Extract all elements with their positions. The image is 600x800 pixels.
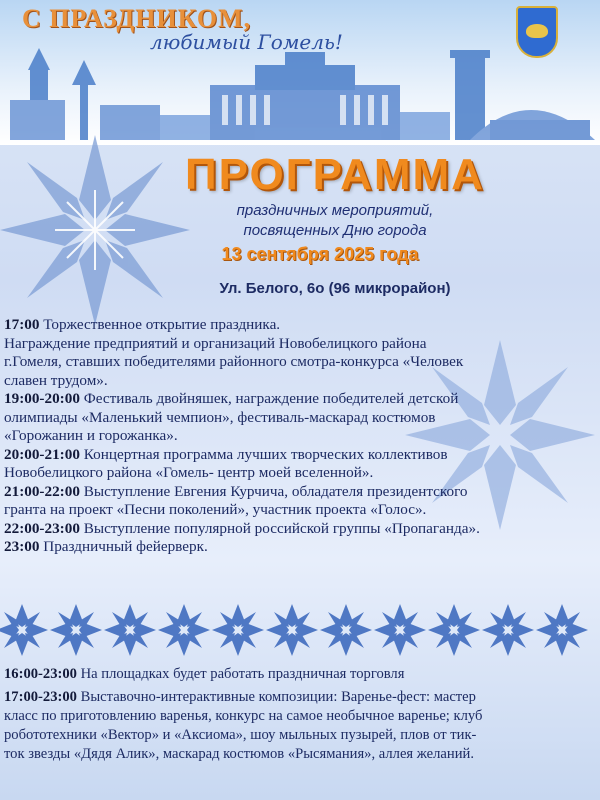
event-text: класс по приготовлению варенья, конкурс на самое необычное варенье; клуб xyxy=(4,708,483,724)
program-text: Торжественное открытие праздника. xyxy=(39,316,281,333)
program-line xyxy=(4,501,594,520)
page-title: ПРОГРАММА xyxy=(185,150,485,199)
event-text: робототехники «Вектор» и «Аксиома», шоу мыльных пузырей, плов от тик- xyxy=(4,727,477,743)
program-schedule xyxy=(4,316,594,557)
program-text: гранта на проект «Песни поколений», участник проекта «Голос». xyxy=(4,501,427,518)
event-date: 13 сентября 2025 года xyxy=(221,244,419,264)
event-time: 17:00-23:00 xyxy=(4,689,77,705)
coat-of-arms-icon xyxy=(516,6,558,58)
program-text: «Горожанин и горожанка». xyxy=(4,427,178,444)
program-line xyxy=(4,335,594,354)
program-line xyxy=(4,316,594,335)
program-text: Награждение предприятий и организаций Новобелицкого района xyxy=(4,334,427,352)
program-text: олимпиады «Маленький чемпион», фестиваль-маскарад костюмов xyxy=(4,408,436,426)
greeting-title: С ПРАЗДНИКОМ, xyxy=(22,4,252,33)
event-line xyxy=(4,665,594,684)
event-text: Выставочно-интерактивные композиции: Варенье-фест: мастер xyxy=(76,689,476,705)
ornament-star-icon xyxy=(0,604,588,656)
program-time: 23:00 xyxy=(4,538,40,555)
subtitle-line-1: праздничных мероприятий, xyxy=(236,202,434,219)
additional-events xyxy=(4,665,594,764)
program-text: Новобелицкого района «Гомель- центр моей вселенной». xyxy=(4,464,374,481)
program-time: 22:00-23:00 xyxy=(4,519,80,537)
program-text: Выступление популярной российской группы «Пропаганда». xyxy=(79,519,480,537)
program-text: славен трудом». xyxy=(4,371,108,389)
header-banner xyxy=(0,0,600,145)
program-time: 21:00-22:00 xyxy=(4,482,80,500)
program-line xyxy=(4,483,594,502)
event-text: ток звезды «Дядя Алик», маскарад костюмов «Рысямания», аллея желаний. xyxy=(4,746,474,762)
event-line xyxy=(4,688,594,707)
program-line xyxy=(4,409,594,428)
event-time: 16:00-23:00 xyxy=(4,666,77,682)
event-address: Ул. Белого, 6о (96 микрорайон) xyxy=(219,280,451,297)
program-text: г.Гомеля, ставших победителями районного смотра-конкурса «Человек xyxy=(4,353,464,370)
program-line xyxy=(4,538,594,557)
program-time: 20:00-21:00 xyxy=(4,445,80,463)
program-line xyxy=(4,446,594,465)
program-text: Фестиваль двойняшек, награждение победителей детской xyxy=(79,390,459,407)
event-text: На площадках будет работать праздничная торговля xyxy=(76,666,405,682)
program-text: Праздничный фейерверк. xyxy=(39,538,208,555)
event-line xyxy=(4,745,594,764)
program-time: 19:00-20:00 xyxy=(4,390,80,407)
program-line xyxy=(4,390,594,409)
program-line xyxy=(4,372,594,391)
event-line xyxy=(4,726,594,745)
event-line xyxy=(4,707,594,726)
program-line xyxy=(4,427,594,446)
program-line xyxy=(4,464,594,483)
program-line xyxy=(4,520,594,539)
program-text: Концертная программа лучших творческих коллективов xyxy=(79,445,448,463)
program-time: 17:00 xyxy=(4,316,40,333)
program-line xyxy=(4,353,594,372)
greeting-subtitle: любимый Гомель! xyxy=(150,30,343,54)
program-text: Выступление Евгения Курчича, обладателя президентского xyxy=(79,482,468,500)
subtitle-line-2: посвященных Дню города xyxy=(243,222,427,239)
ornament-band xyxy=(0,598,600,662)
